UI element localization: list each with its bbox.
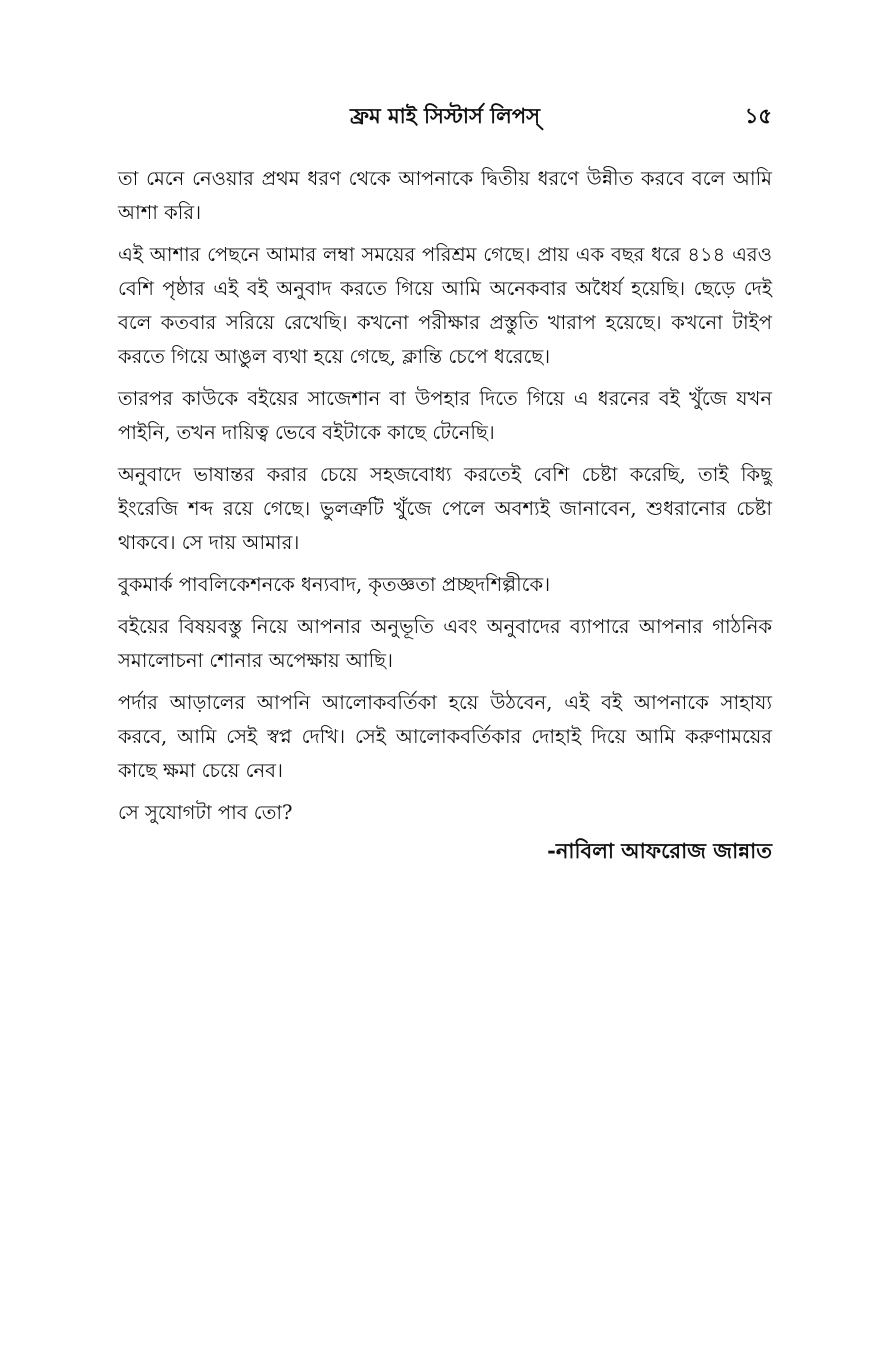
paragraph-5: বুকমার্ক পাবলিকেশনকে ধন্যবাদ, কৃতজ্ঞতা প্রচ্ছদশিল্পীকে। (118, 573, 551, 596)
page-number: ১৫ (744, 103, 772, 128)
page-header (118, 98, 772, 134)
paragraph-2: এই আশার পেছনে আমার লম্বা সময়ের পরিশ্রম গেছে। প্রায় এক বছর ধরে ৪১৪ এরও বেশি পৃষ্ঠার এই বই অনুবাদ করতে গিয়ে আমি অনেকবার অধৈর্য হয়েছি। ছেড়ে দেই বলে কতবার সরিয়ে রেখেছি। কখনো পরীক্ষার প্রস্তুতি খারাপ হয়েছে। কখনো টাইপ করতে গিয়ে আঙুল ব্যথা হয়ে গেছে, ক্লান্তি চেপে ধরেছে। (118, 243, 772, 368)
running-title: ফ্রম মাই সিস্টার্স লিপস্ (350, 103, 540, 128)
paragraph-1: তা মেনে নেওয়ার প্রথম ধরণ থেকে আপনাকে দ্বিতীয় ধরণে উন্নীত করবে বলে আমি আশা করি। (118, 167, 772, 224)
paragraph-6: বইয়ের বিষয়বস্তু নিয়ে আপনার অনুভূতি এবং অনুবাদের ব্যাপারে আপনার গাঠনিক সমালোচনা শোনার অপেক্ষায় আছি। (118, 615, 772, 672)
author-signature: -নাবিলা আফরোজ জান্নাত (547, 838, 772, 863)
paragraph-8: সে সুযোগটা পাব তো? (118, 801, 293, 824)
paragraph-3: তারপর কাউকে বইয়ের সাজেশান বা উপহার দিতে গিয়ে এ ধরনের বই খুঁজে যখন পাইনি, তখন দায়িত্ব ভেবে বইটাকে কাছে টেনেছি। (118, 387, 772, 444)
paragraph-4: অনুবাদে ভাষান্তর করার চেয়ে সহজবোধ্য করতেই বেশি চেষ্টা করেছি, তাই কিছু ইংরেজি শব্দ রয়ে গেছে। ভুলত্রুটি খুঁজে পেলে অবশ্যই জানাবেন, শুধরানোর চেষ্টা থাকবে। সে দায় আমার। (118, 463, 772, 554)
paragraph-7: পর্দার আড়ালের আপনি আলোকবর্তিকা হয়ে উঠবেন, এই বই আপনাকে সাহায্য করবে, আমি সেই স্বপ্ন দেখি। সেই আলোকবর্তিকার দোহাই দিয়ে আমি করুণাময়ের কাছে ক্ষমা চেয়ে নেব। (118, 691, 772, 782)
body-text (118, 162, 772, 838)
